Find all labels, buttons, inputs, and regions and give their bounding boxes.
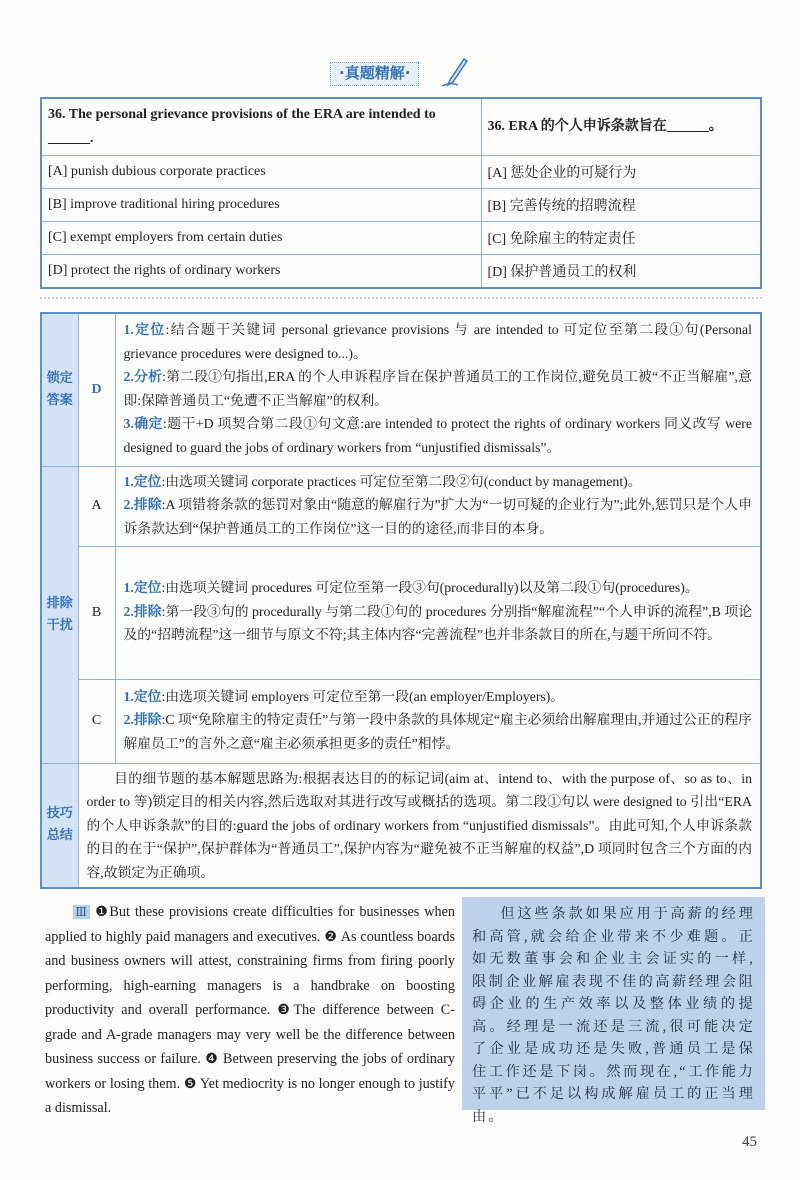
analysis-row-b bbox=[41, 546, 761, 679]
step-label: 2.排除 bbox=[123, 603, 162, 619]
option-letter: A bbox=[78, 466, 115, 546]
analysis-body bbox=[115, 546, 761, 679]
step-text: :结合题干关键词 personal grievance provisions 与 are intended to 可定位至第二段①句(Personal grievance procedures were designed to...)。 bbox=[123, 322, 752, 361]
option-zh: [B] 完善传统的招聘流程 bbox=[481, 189, 761, 222]
option-en: [C] exempt employers from certain duties bbox=[41, 222, 481, 255]
analysis-row-d bbox=[41, 313, 761, 466]
option-zh: [A] 惩处企业的可疑行为 bbox=[481, 156, 761, 189]
question-stem-row bbox=[41, 98, 761, 156]
tip-summary-row bbox=[41, 763, 761, 888]
step-text: :A 项错将条款的惩罚对象由“随意的解雇行为”扩大为“一切可疑的企业行为”;此外,惩罚只是个人申诉条款达到“保护普通员工的工作岗位”这一目的的途径,而非目的本身。 bbox=[123, 497, 752, 536]
passage-english bbox=[45, 900, 455, 1121]
sentence-number: ❹ bbox=[205, 1051, 219, 1067]
option-letter: B bbox=[78, 546, 115, 679]
step-text: :由选项关键词 employers 可定位至第一段(an employer/Employers)。 bbox=[161, 688, 565, 704]
step-text: :第一段③句的 procedurally 与第二段①句的 procedures 分别指“解雇流程”“个人申诉的流程”,B 项论及的“招聘流程”这一细节与原文不符;其主体内容“完善流程”也并非条款目的所在,与题干所问不符。 bbox=[123, 603, 752, 643]
option-row bbox=[41, 255, 761, 288]
step-label: 3.确定 bbox=[123, 416, 163, 432]
step-text: :由选项关键词 corporate practices 可定位至第二段②句(conduct by management)。 bbox=[161, 473, 642, 489]
question-table bbox=[40, 97, 762, 289]
analysis-row-c bbox=[41, 679, 761, 763]
step-label: 1.定位 bbox=[123, 688, 162, 704]
section-badge: ·真题精解· bbox=[330, 62, 419, 86]
step-label: 2.排除 bbox=[123, 712, 162, 728]
sentence-number: ❶ bbox=[95, 904, 110, 920]
pen-icon bbox=[440, 56, 470, 88]
tip-summary-text: 目的细节题的基本解题思路为:根据表达目的的标记词(aim at、intend to、with the purpose of、so as to、in order to 等)锁定目的相关内容,然后选取对其进行改写或概括的选项。第二段①句以 were designed to 引出“ERA 的个人申诉条款”的目的:guard the jobs of ordinary workers from “unjustified dismissals”。由此可知,个人申诉条款的目的在于“保护”,保护群体为“普通员工”,保护内容为“避免被不正当解雇的权益”,D 项同时包含三个方面的内容,故锁定为正确项。 bbox=[78, 763, 761, 888]
sentence: But these provisions create difficulties for businesses when applied to highly paid managers and executives. bbox=[45, 904, 455, 945]
sentence: Yet mediocrity is no longer enough to justify a dismissal. bbox=[45, 1075, 455, 1116]
option-row bbox=[41, 156, 761, 189]
option-en: [A] punish dubious corporate practices bbox=[41, 156, 481, 189]
dotted-divider bbox=[40, 297, 762, 299]
page-number: 45 bbox=[742, 1134, 757, 1150]
step-label: 1.定位 bbox=[123, 580, 162, 596]
option-zh: [D] 保护普通员工的权利 bbox=[481, 255, 761, 288]
passage-translation: 但这些条款如果应用于高薪的经理和高管,就会给企业带来不少难题。正如无数董事会和企业主会证实的一样,限制企业解雇表现不佳的高薪经理会阻碍企业的生产效率以及整体业绩的提高。经理是一流还是三流,很可能决定了企业是成功还是失败,普通员工是保住工作还是下岗。然而现在,“工作能力平平”已不足以构成解雇员工的正当理由。 bbox=[462, 897, 765, 1110]
analysis-row-a bbox=[41, 466, 761, 546]
sentence-number: ❸ bbox=[277, 1002, 294, 1018]
sentence: As countless boards and business owners will attest, constraining firms from firing poorly performing, high-earning managers is a handbrake on boosting productivity and overall performance. bbox=[45, 928, 455, 1018]
option-en: [D] protect the rights of ordinary workers bbox=[41, 255, 481, 288]
sentence: The difference between C-grade and A-grade managers may very well be the difference between business success or failure. bbox=[45, 1002, 455, 1067]
option-letter: D bbox=[78, 313, 115, 466]
paragraph-mark: Ⅲ bbox=[75, 905, 89, 919]
option-row bbox=[41, 222, 761, 255]
sentence-number: ❺ bbox=[183, 1075, 197, 1092]
analysis-table bbox=[40, 312, 762, 889]
step-label: 2.分析 bbox=[123, 369, 163, 385]
step-text: :由选项关键词 procedures 可定位至第一段③句(procedurally)以及第二段①句(procedures)。 bbox=[161, 580, 699, 596]
step-text: :题干+D 项契合第二段①句文意:are intended to protect the rights of ordinary workers 同义改写 were designed to guard the jobs of ordinary workers from “unjustified dismissals”。 bbox=[123, 416, 752, 455]
option-letter: C bbox=[78, 679, 115, 763]
analysis-body bbox=[115, 679, 761, 763]
option-en: [B] improve traditional hiring procedures bbox=[41, 189, 481, 222]
sentence-number: ❷ bbox=[324, 928, 338, 945]
analysis-body bbox=[115, 466, 761, 546]
sentence: Between preserving the jobs of ordinary workers or losing them. bbox=[45, 1051, 455, 1092]
step-label: 1.定位 bbox=[123, 473, 162, 489]
step-text: :C 项“免除雇主的特定责任”与第一段中条款的具体规定“雇主必须给出解雇理由,并通过公正的程序解雇员工”的言外之意“雇主必须承担更多的责任”相悖。 bbox=[123, 712, 752, 751]
lock-answer-label: 锁定答案 bbox=[41, 313, 78, 466]
question-stem-zh: 36. ERA 的个人申诉条款旨在______。 bbox=[481, 98, 761, 156]
analysis-body bbox=[115, 313, 761, 466]
step-label: 2.排除 bbox=[123, 497, 162, 513]
step-text: :第二段①句指出,ERA 的个人申诉程序旨在保护普通员工的工作岗位,避免员工被“不正当解雇”,意即:保障普通员工“免遭不正当解雇”的权利。 bbox=[123, 369, 752, 408]
tip-summary-label: 技巧总结 bbox=[41, 763, 78, 888]
step-label: 1.定位 bbox=[123, 322, 166, 338]
option-row bbox=[41, 189, 761, 222]
exclude-label: 排除干扰 bbox=[41, 466, 78, 763]
question-stem-en: 36. The personal grievance provisions of the ERA are intended to ______. bbox=[41, 98, 481, 156]
option-zh: [C] 免除雇主的特定责任 bbox=[481, 222, 761, 255]
